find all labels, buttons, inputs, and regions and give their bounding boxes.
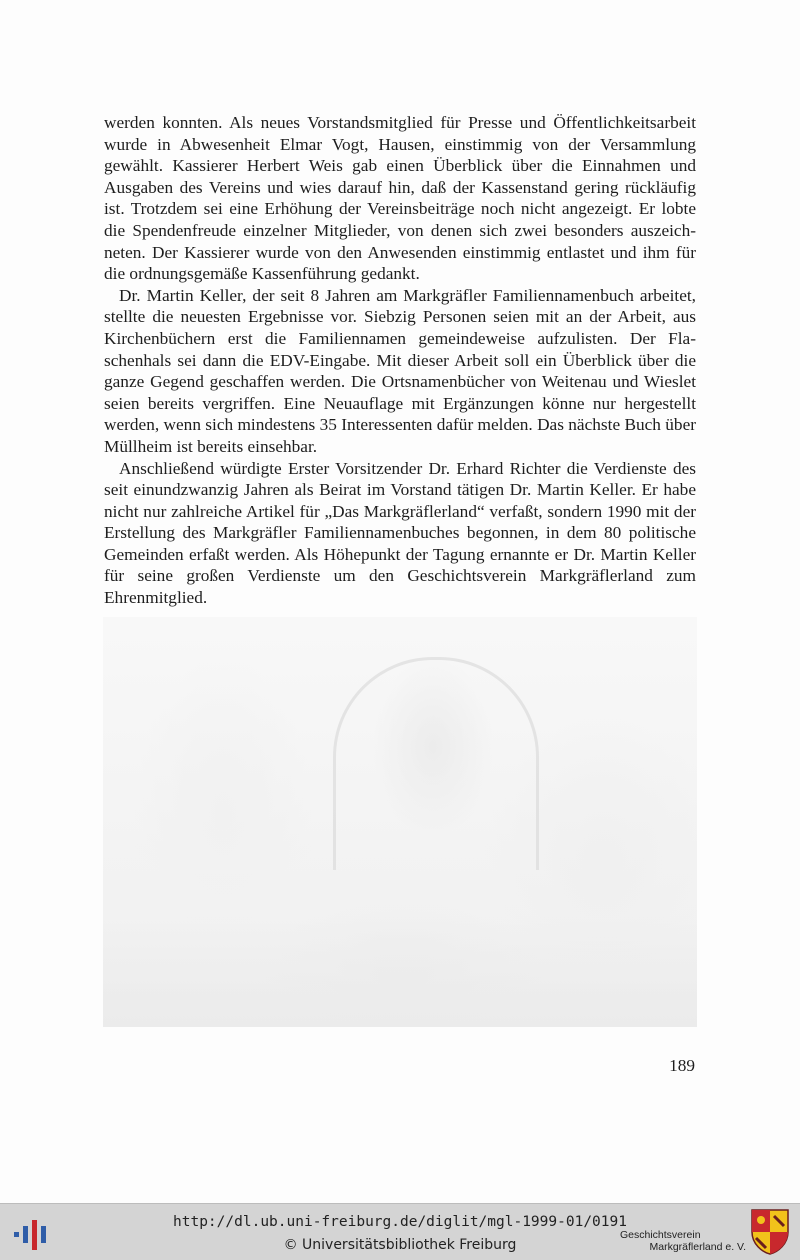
faded-photograph (103, 617, 697, 1027)
viewer-footer (0, 1203, 800, 1260)
society-name (620, 1229, 746, 1253)
photo-arch-shape (333, 657, 539, 870)
body-text (104, 112, 696, 609)
copyright-text: © Universitätsbibliothek Freiburg (283, 1237, 517, 1253)
photo-floor-shade (103, 917, 697, 1027)
paragraph: werden konnten. Als neues Vorstandsmitglied für Presse und Öffentlichkeitsarbeit wurde in Abwesenheit Elmar Vogt, Hausen, einstimmig von der Versammlung gewählt. Kassierer Herbert Weis gab einen Überblick über die Einnahmen und Ausgaben des Vereins und wies darauf hin, daß der Kassenstand gering rückläufig ist. Trotzdem sei eine Erhöhung der Vereinsbeiträge noch nicht angezeigt. Er lobte die Spendenfreude einzelner Mitglieder, von denen sich zwei besonders auszeichneten. Der Kassierer wurde von den Anwesenden einstimmig entlastet und ihm für die ordnungsgemäße Kassenführung gedankt. (104, 113, 696, 284)
ub-freiburg-logo-icon[interactable] (12, 1212, 52, 1252)
society-crest-icon (750, 1208, 790, 1256)
society-name-line2: Markgräflerland e. V. (649, 1241, 746, 1253)
paragraph: Anschließend würdigte Erster Vorsitzender Dr. Erhard Richter die Verdienste des seit einundzwanzig Jahren als Beirat im Vorstand tätigen Dr. Martin Keller. Er habe nicht nur zahlreiche Artikel für „Das Markgräflerland“ verfaßt, sondern 1990 mit der Erstellung des Markgräfler Familiennamenbuches begonnen, in dem 80 politische Gemeinden erfaßt werden. Als Höhepunkt der Tagung ernannte er Dr. Martin Keller für seine großen Verdienste um den Geschichtsverein Markgräflerland zum Ehrenmitglied. (104, 458, 696, 608)
society-name-line1: Geschichtsverein (620, 1229, 701, 1241)
page-number: 189 (669, 1056, 695, 1075)
paragraph: Dr. Martin Keller, der seit 8 Jahren am Markgräfler Familiennamenbuch arbeitet, stellte die neuesten Ergebnisse vor. Siebzig Personen seien mit an der Arbeit, aus Kirchenbüchern erst die Familiennamen gemeindeweise aufzulisten. Der Flaschenhals sei dann die EDV-Eingabe. Mit dieser Arbeit soll ein Überblick über die ganze Gegend geschaffen werden. Die Ortsnamenbücher von Weitenau und Wieslet seien bereits vergriffen. Eine Neuauflage mit Ergänzungen könne nur hergestellt werden, wenn sich mindestens 35 Interessenten dafür melden. Das nächste Buch über Müllheim ist bereits einsehbar. (104, 285, 696, 456)
source-url-link[interactable]: http://dl.ub.uni-freiburg.de/diglit/mgl-1999-01/0191 (173, 1214, 627, 1230)
